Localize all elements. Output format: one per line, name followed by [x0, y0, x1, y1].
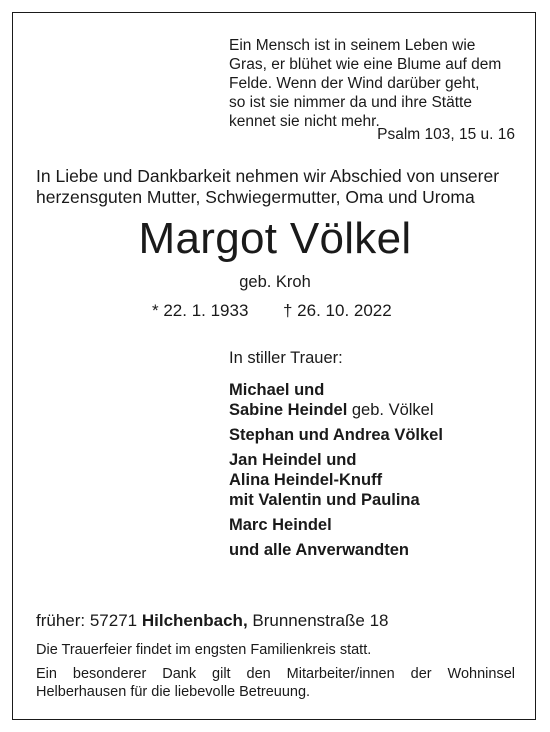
verse-line: kennet sie nicht mehr.: [229, 113, 380, 130]
thanks-line: Helberhausen für die liebevolle Betreuung.: [36, 684, 311, 700]
survivor-name: mit Valentin und Paulina: [229, 491, 420, 509]
funeral-note: Die Trauerfeier findet im engsten Familienkreis statt.: [36, 642, 372, 658]
survivor-name: Marc Heindel: [229, 516, 332, 534]
mourning-heading: In stiller Trauer:: [229, 349, 343, 367]
survivor-name: Michael und: [229, 381, 325, 399]
verse-line: Felde. Wenn der Wind darüber geht,: [229, 75, 480, 92]
survivor-name: Jan Heindel und: [229, 451, 357, 469]
thanks-note: [36, 665, 515, 701]
survivor-line: [229, 490, 443, 510]
verse-source: Psalm 103, 15 u. 16: [377, 126, 515, 143]
farewell-intro: [36, 166, 499, 208]
birth-date: * 22. 1. 1933: [152, 301, 249, 320]
survivor-line: [229, 515, 443, 535]
survivor-name: und alle Anverwandten: [229, 541, 410, 559]
survivor-name: Alina Heindel-Knuff: [229, 471, 383, 489]
survivor-group: [229, 425, 443, 445]
survivor-name: Stephan und Andrea Völkel: [229, 426, 443, 444]
survivor-group: [229, 540, 443, 560]
birth-name: geb. Kroh: [239, 273, 311, 291]
survivor-line: [229, 400, 443, 420]
survivor-name: Sabine Heindel: [229, 401, 348, 419]
survivor-line: [229, 470, 443, 490]
address-prefix: früher: 57271: [36, 611, 142, 630]
thanks-line: Ein besonderer Dank gilt den Mitarbeiter/innen der Wohninsel: [36, 666, 515, 682]
address-city: Hilchenbach,: [141, 611, 248, 630]
survivor-line: [229, 425, 443, 445]
survivor-line: [229, 380, 443, 400]
verse-line: so ist sie nimmer da und ihre Stätte: [229, 94, 472, 111]
intro-line: In Liebe und Dankbarkeit nehmen wir Abschied von unserer: [36, 166, 500, 186]
survivor-line: [229, 540, 443, 560]
survivors-list: [229, 380, 443, 565]
former-address: [36, 610, 388, 631]
deceased-name: Margot Völkel: [138, 214, 412, 263]
death-date: † 26. 10. 2022: [283, 301, 392, 320]
survivor-line: [229, 450, 443, 470]
bible-verse: [229, 36, 519, 131]
intro-line: herzensguten Mutter, Schwiegermutter, Oma und Uroma: [36, 187, 475, 207]
survivor-group: [229, 380, 443, 420]
survivor-group: [229, 515, 443, 535]
survivor-birth-name: geb. Völkel: [347, 401, 434, 419]
survivor-group: [229, 450, 443, 510]
verse-line: Ein Mensch ist in seinem Leben wie: [229, 37, 476, 54]
address-street: Brunnenstraße 18: [247, 611, 389, 630]
verse-line: Gras, er blühet wie eine Blume auf dem: [229, 56, 502, 73]
